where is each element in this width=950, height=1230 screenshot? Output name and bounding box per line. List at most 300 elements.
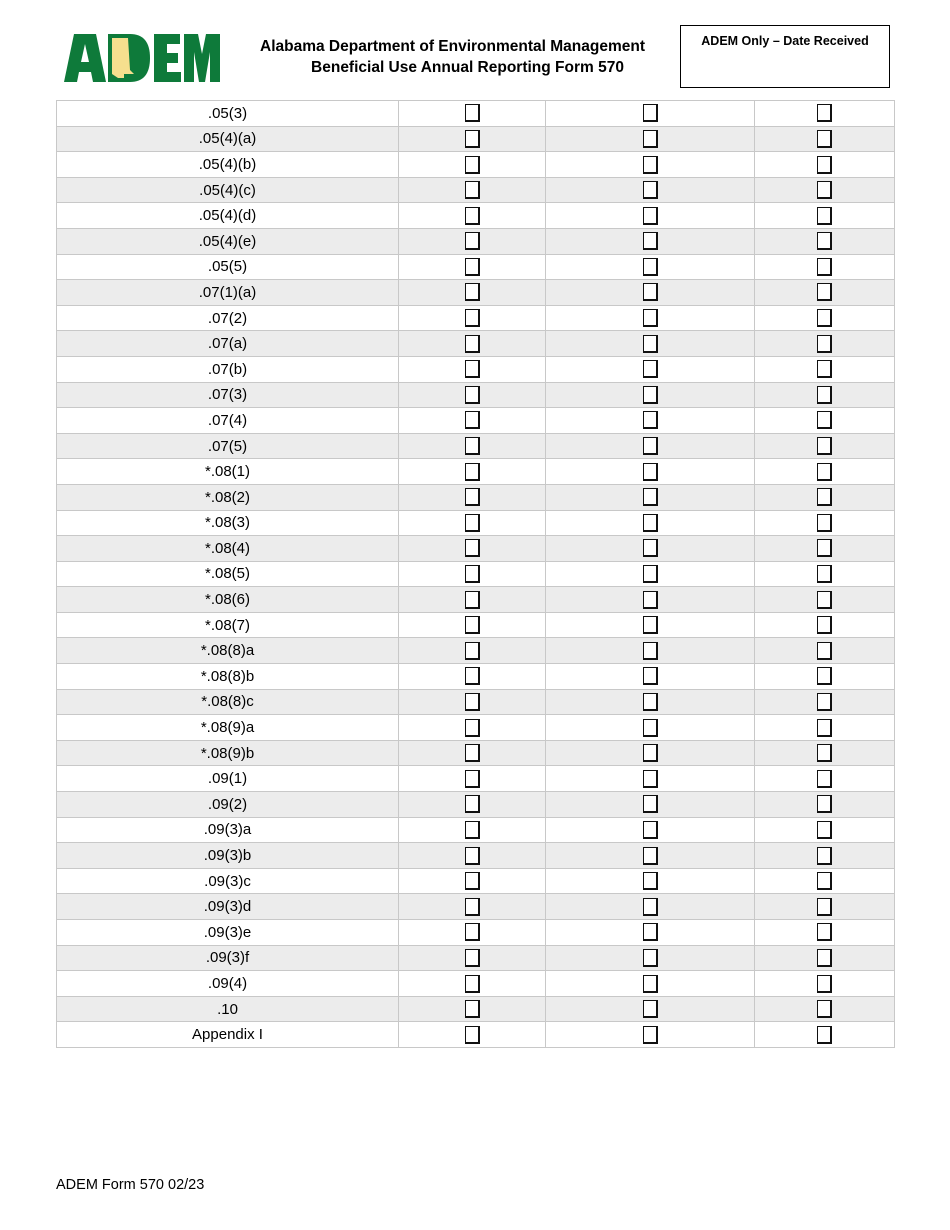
checkbox-col-3[interactable]: [817, 1000, 832, 1018]
checkbox-cell: [546, 996, 755, 1022]
checkbox-col-1[interactable]: [465, 744, 480, 762]
checkbox-cell: [755, 356, 895, 382]
checkbox-col-2[interactable]: [643, 360, 658, 378]
table-row: [57, 459, 895, 485]
checkbox-col-2[interactable]: [643, 258, 658, 276]
checkbox-cell: [399, 152, 546, 178]
checkbox-col-2[interactable]: [643, 667, 658, 685]
section-label: .07(2): [57, 305, 399, 331]
checkbox-col-1[interactable]: [465, 770, 480, 788]
checkbox-col-1[interactable]: [465, 411, 480, 429]
table-row: [57, 689, 895, 715]
checkbox-cell: [399, 228, 546, 254]
checkbox-cell: [755, 920, 895, 946]
checkbox-cell: [755, 459, 895, 485]
section-label: *.08(2): [57, 484, 399, 510]
table-row: [57, 536, 895, 562]
table-row: [57, 792, 895, 818]
section-label: .09(4): [57, 971, 399, 997]
checkbox-col-2[interactable]: [643, 283, 658, 301]
checkbox-col-3[interactable]: [817, 463, 832, 481]
table-row: [57, 894, 895, 920]
table-row: [57, 356, 895, 382]
checkbox-col-2[interactable]: [643, 156, 658, 174]
section-label: .07(4): [57, 408, 399, 434]
checkbox-cell: [755, 817, 895, 843]
checkbox-col-1[interactable]: [465, 616, 480, 634]
checkbox-col-1[interactable]: [465, 719, 480, 737]
checkbox-col-1[interactable]: [465, 591, 480, 609]
checkbox-col-1[interactable]: [465, 232, 480, 250]
checkbox-col-3[interactable]: [817, 616, 832, 634]
checkbox-cell: [399, 510, 546, 536]
checkbox-cell: [399, 203, 546, 229]
table-row: [57, 766, 895, 792]
checkbox-cell: [399, 280, 546, 306]
section-label: .05(4)(c): [57, 177, 399, 203]
checkbox-col-2[interactable]: [643, 795, 658, 813]
checkbox-cell: [546, 459, 755, 485]
checkbox-col-3[interactable]: [817, 872, 832, 890]
section-label: .09(3)f: [57, 945, 399, 971]
checkbox-col-1[interactable]: [465, 923, 480, 941]
checkbox-col-1[interactable]: [465, 335, 480, 353]
table-row: [57, 433, 895, 459]
checkbox-cell: [546, 817, 755, 843]
section-label: *.08(9)a: [57, 715, 399, 741]
checkbox-col-3[interactable]: [817, 283, 832, 301]
checkbox-col-2[interactable]: [643, 309, 658, 327]
checkbox-col-1[interactable]: [465, 872, 480, 890]
checkbox-cell: [546, 382, 755, 408]
section-label: .07(5): [57, 433, 399, 459]
checkbox-cell: [546, 740, 755, 766]
checkbox-col-3[interactable]: [817, 898, 832, 916]
checkbox-cell: [546, 356, 755, 382]
checkbox-cell: [755, 254, 895, 280]
checkbox-cell: [546, 766, 755, 792]
checkbox-col-3[interactable]: [817, 847, 832, 865]
checkbox-col-1[interactable]: [465, 539, 480, 557]
checkbox-col-2[interactable]: [643, 488, 658, 506]
checkbox-col-3[interactable]: [817, 821, 832, 839]
checkbox-col-1[interactable]: [465, 514, 480, 532]
checkbox-cell: [755, 408, 895, 434]
checkbox-col-2[interactable]: [643, 514, 658, 532]
checkbox-col-3[interactable]: [817, 591, 832, 609]
section-label: .09(2): [57, 792, 399, 818]
section-label: *.08(5): [57, 561, 399, 587]
checkbox-cell: [399, 766, 546, 792]
checkbox-cell: [755, 305, 895, 331]
checkbox-cell: [755, 510, 895, 536]
checkbox-cell: [755, 766, 895, 792]
table-row: [57, 945, 895, 971]
table-row: [57, 817, 895, 843]
section-label: *.08(8)a: [57, 638, 399, 664]
section-label: .09(3)b: [57, 843, 399, 869]
checkbox-cell: [755, 638, 895, 664]
table-row: [57, 203, 895, 229]
section-label: .09(3)d: [57, 894, 399, 920]
checkbox-col-3[interactable]: [817, 923, 832, 941]
section-label: .07(a): [57, 331, 399, 357]
checkbox-col-3[interactable]: [817, 539, 832, 557]
checkbox-cell: [546, 536, 755, 562]
checkbox-cell: [546, 920, 755, 946]
section-label: .10: [57, 996, 399, 1022]
table-row: [57, 280, 895, 306]
checkbox-col-2[interactable]: [643, 181, 658, 199]
table-row: [57, 971, 895, 997]
checkbox-cell: [755, 740, 895, 766]
checkbox-col-2[interactable]: [643, 719, 658, 737]
checkbox-cell: [399, 101, 546, 127]
table-row: [57, 101, 895, 127]
checkbox-cell: [399, 740, 546, 766]
checkbox-col-2[interactable]: [643, 411, 658, 429]
checkbox-col-3[interactable]: [817, 795, 832, 813]
checkbox-cell: [546, 203, 755, 229]
section-label: .05(4)(b): [57, 152, 399, 178]
table-row: [57, 920, 895, 946]
checkbox-cell: [546, 510, 755, 536]
checkbox-cell: [546, 664, 755, 690]
checkbox-cell: [399, 664, 546, 690]
checkbox-cell: [399, 433, 546, 459]
checkbox-cell: [546, 587, 755, 613]
checkbox-cell: [546, 689, 755, 715]
adem-logo: [64, 34, 220, 82]
checkbox-col-1[interactable]: [465, 463, 480, 481]
section-label: *.08(6): [57, 587, 399, 613]
checkbox-col-1[interactable]: [465, 258, 480, 276]
checkbox-col-2[interactable]: [643, 207, 658, 225]
checkbox-col-3[interactable]: [817, 232, 832, 250]
table-row: [57, 484, 895, 510]
checkbox-cell: [546, 254, 755, 280]
checkbox-cell: [546, 971, 755, 997]
checkbox-col-3[interactable]: [817, 642, 832, 660]
checkbox-cell: [399, 177, 546, 203]
checkbox-cell: [546, 843, 755, 869]
checkbox-cell: [399, 638, 546, 664]
checkbox-cell: [399, 971, 546, 997]
checkbox-col-2[interactable]: [643, 975, 658, 993]
checkbox-col-1[interactable]: [465, 642, 480, 660]
checkbox-cell: [399, 996, 546, 1022]
checkbox-col-2[interactable]: [643, 923, 658, 941]
checkbox-col-1[interactable]: [465, 283, 480, 301]
checkbox-col-1[interactable]: [465, 949, 480, 967]
table-row: [57, 868, 895, 894]
checkbox-cell: [755, 382, 895, 408]
table-row: [57, 228, 895, 254]
checkbox-cell: [399, 920, 546, 946]
checkbox-cell: [399, 356, 546, 382]
checkbox-col-3[interactable]: [817, 975, 832, 993]
table-row: [57, 126, 895, 152]
checkbox-col-3[interactable]: [817, 437, 832, 455]
table-row: [57, 1022, 895, 1048]
section-label: *.08(4): [57, 536, 399, 562]
checkbox-cell: [755, 971, 895, 997]
table-row: [57, 638, 895, 664]
checkbox-cell: [546, 101, 755, 127]
section-label: .07(b): [57, 356, 399, 382]
checkbox-col-2[interactable]: [643, 847, 658, 865]
section-label: .05(4)(e): [57, 228, 399, 254]
checkbox-cell: [546, 894, 755, 920]
section-label: .09(3)c: [57, 868, 399, 894]
checkbox-col-2[interactable]: [643, 386, 658, 404]
checkbox-cell: [755, 664, 895, 690]
checkbox-cell: [546, 331, 755, 357]
table-row: [57, 715, 895, 741]
checkbox-col-2[interactable]: [643, 898, 658, 916]
checkbox-col-3[interactable]: [817, 693, 832, 711]
checkbox-col-1[interactable]: [465, 488, 480, 506]
checkbox-cell: [546, 945, 755, 971]
checkbox-cell: [546, 638, 755, 664]
table-row: [57, 843, 895, 869]
checkbox-cell: [546, 305, 755, 331]
section-label: .05(4)(a): [57, 126, 399, 152]
checkbox-col-1[interactable]: [465, 181, 480, 199]
checkbox-col-2[interactable]: [643, 565, 658, 583]
checkbox-col-1[interactable]: [465, 386, 480, 404]
checkbox-col-2[interactable]: [643, 335, 658, 353]
checkbox-cell: [755, 868, 895, 894]
table-row: [57, 510, 895, 536]
agency-title: Alabama Department of Environmental Management: [260, 38, 645, 55]
checkbox-col-3[interactable]: [817, 309, 832, 327]
checkbox-cell: [755, 228, 895, 254]
checkbox-cell: [399, 331, 546, 357]
checkbox-col-3[interactable]: [817, 207, 832, 225]
checkbox-cell: [546, 280, 755, 306]
checkbox-col-1[interactable]: [465, 565, 480, 583]
checkbox-cell: [546, 177, 755, 203]
section-label: *.08(3): [57, 510, 399, 536]
checkbox-cell: [546, 868, 755, 894]
table-row: [57, 152, 895, 178]
checkbox-col-3[interactable]: [817, 770, 832, 788]
section-label: *.08(1): [57, 459, 399, 485]
checkbox-cell: [755, 843, 895, 869]
checkbox-col-1[interactable]: [465, 104, 480, 122]
checkbox-cell: [399, 408, 546, 434]
checkbox-col-1[interactable]: [465, 1026, 480, 1044]
checkbox-cell: [399, 536, 546, 562]
table-row: [57, 382, 895, 408]
checkbox-col-2[interactable]: [643, 232, 658, 250]
checkbox-cell: [399, 561, 546, 587]
checkbox-col-3[interactable]: [817, 335, 832, 353]
checkbox-col-3[interactable]: [817, 514, 832, 532]
checkbox-col-1[interactable]: [465, 156, 480, 174]
checkbox-cell: [755, 689, 895, 715]
checkbox-cell: [755, 177, 895, 203]
checkbox-cell: [755, 152, 895, 178]
checkbox-cell: [399, 817, 546, 843]
checkbox-cell: [755, 280, 895, 306]
checkbox-col-1[interactable]: [465, 360, 480, 378]
checkbox-cell: [755, 587, 895, 613]
checkbox-col-1[interactable]: [465, 975, 480, 993]
checkbox-cell: [755, 101, 895, 127]
table-row: [57, 664, 895, 690]
checkbox-cell: [546, 484, 755, 510]
checkbox-cell: [399, 792, 546, 818]
checkbox-cell: [399, 843, 546, 869]
checkbox-col-2[interactable]: [643, 1000, 658, 1018]
section-label: .07(3): [57, 382, 399, 408]
checkbox-col-2[interactable]: [643, 821, 658, 839]
checkbox-cell: [546, 792, 755, 818]
section-label: *.08(7): [57, 612, 399, 638]
checkbox-cell: [755, 536, 895, 562]
checkbox-col-3[interactable]: [817, 565, 832, 583]
checkbox-cell: [755, 203, 895, 229]
checkbox-cell: [399, 254, 546, 280]
checkbox-cell: [399, 868, 546, 894]
date-received-label: ADEM Only – Date Received: [701, 34, 869, 48]
checkbox-col-3[interactable]: [817, 719, 832, 737]
checkbox-cell: [546, 152, 755, 178]
checkbox-col-2[interactable]: [643, 539, 658, 557]
table-row: [57, 177, 895, 203]
section-label: .09(3)a: [57, 817, 399, 843]
table-row: [57, 612, 895, 638]
table-row: [57, 587, 895, 613]
checkbox-col-3[interactable]: [817, 181, 832, 199]
checkbox-cell: [399, 1022, 546, 1048]
checkbox-cell: [755, 484, 895, 510]
section-label: *.08(8)c: [57, 689, 399, 715]
checkbox-cell: [755, 331, 895, 357]
section-label: .05(5): [57, 254, 399, 280]
checkbox-col-2[interactable]: [643, 872, 658, 890]
header-titles: [230, 36, 675, 78]
checkbox-cell: [399, 689, 546, 715]
checkbox-cell: [399, 612, 546, 638]
checkbox-col-1[interactable]: [465, 821, 480, 839]
checkbox-col-1[interactable]: [465, 847, 480, 865]
checkbox-col-2[interactable]: [643, 1026, 658, 1044]
checkbox-col-1[interactable]: [465, 130, 480, 148]
checkbox-col-3[interactable]: [817, 104, 832, 122]
checkbox-col-2[interactable]: [643, 463, 658, 481]
checkbox-cell: [399, 715, 546, 741]
checkbox-cell: [546, 1022, 755, 1048]
reporting-table: [56, 100, 895, 1048]
table-row: [57, 254, 895, 280]
form-footer: ADEM Form 570 02/23: [56, 1177, 205, 1193]
checkbox-cell: [755, 894, 895, 920]
date-received-box[interactable]: [680, 25, 890, 88]
checkbox-cell: [546, 228, 755, 254]
table-row: [57, 331, 895, 357]
checkbox-col-3[interactable]: [817, 411, 832, 429]
checkbox-col-2[interactable]: [643, 744, 658, 762]
checkbox-col-3[interactable]: [817, 156, 832, 174]
section-label: .05(3): [57, 101, 399, 127]
checkbox-col-2[interactable]: [643, 130, 658, 148]
checkbox-col-3[interactable]: [817, 258, 832, 276]
form-title: Beneficial Use Annual Reporting Form 570: [311, 59, 624, 76]
checkbox-col-3[interactable]: [817, 360, 832, 378]
checkbox-col-1[interactable]: [465, 795, 480, 813]
checkbox-col-1[interactable]: [465, 437, 480, 455]
checkbox-cell: [755, 433, 895, 459]
checkbox-cell: [399, 382, 546, 408]
checkbox-cell: [755, 561, 895, 587]
section-label: Appendix I: [57, 1022, 399, 1048]
checkbox-col-1[interactable]: [465, 898, 480, 916]
checkbox-col-1[interactable]: [465, 693, 480, 711]
checkbox-cell: [546, 561, 755, 587]
checkbox-cell: [755, 1022, 895, 1048]
checkbox-col-2[interactable]: [643, 104, 658, 122]
checkbox-col-2[interactable]: [643, 693, 658, 711]
checkbox-cell: [755, 612, 895, 638]
section-label: .09(3)e: [57, 920, 399, 946]
table-row: [57, 996, 895, 1022]
checkbox-col-2[interactable]: [643, 591, 658, 609]
checkbox-col-2[interactable]: [643, 770, 658, 788]
checkbox-cell: [546, 408, 755, 434]
checkbox-cell: [546, 612, 755, 638]
checkbox-col-3[interactable]: [817, 386, 832, 404]
checkbox-cell: [755, 996, 895, 1022]
table-row: [57, 740, 895, 766]
table-row: [57, 408, 895, 434]
checkbox-col-3[interactable]: [817, 1026, 832, 1044]
checkbox-col-2[interactable]: [643, 642, 658, 660]
checkbox-col-2[interactable]: [643, 949, 658, 967]
checkbox-col-3[interactable]: [817, 130, 832, 148]
checkbox-cell: [755, 792, 895, 818]
checkbox-cell: [546, 715, 755, 741]
table-row: [57, 561, 895, 587]
checkbox-cell: [399, 126, 546, 152]
checkbox-cell: [755, 715, 895, 741]
section-label: *.08(9)b: [57, 740, 399, 766]
checkbox-col-2[interactable]: [643, 437, 658, 455]
checkbox-cell: [755, 945, 895, 971]
checkbox-cell: [399, 894, 546, 920]
checkbox-col-1[interactable]: [465, 207, 480, 225]
checkbox-col-3[interactable]: [817, 744, 832, 762]
section-label: .05(4)(d): [57, 203, 399, 229]
checkbox-cell: [399, 484, 546, 510]
checkbox-cell: [399, 945, 546, 971]
checkbox-col-1[interactable]: [465, 667, 480, 685]
checkbox-cell: [399, 459, 546, 485]
checkbox-cell: [399, 305, 546, 331]
checkbox-col-3[interactable]: [817, 488, 832, 506]
section-label: *.08(8)b: [57, 664, 399, 690]
checkbox-cell: [399, 587, 546, 613]
checkbox-col-3[interactable]: [817, 667, 832, 685]
checkbox-col-2[interactable]: [643, 616, 658, 634]
checkbox-col-3[interactable]: [817, 949, 832, 967]
checkbox-col-1[interactable]: [465, 1000, 480, 1018]
checkbox-cell: [546, 433, 755, 459]
section-label: .09(1): [57, 766, 399, 792]
checkbox-col-1[interactable]: [465, 309, 480, 327]
